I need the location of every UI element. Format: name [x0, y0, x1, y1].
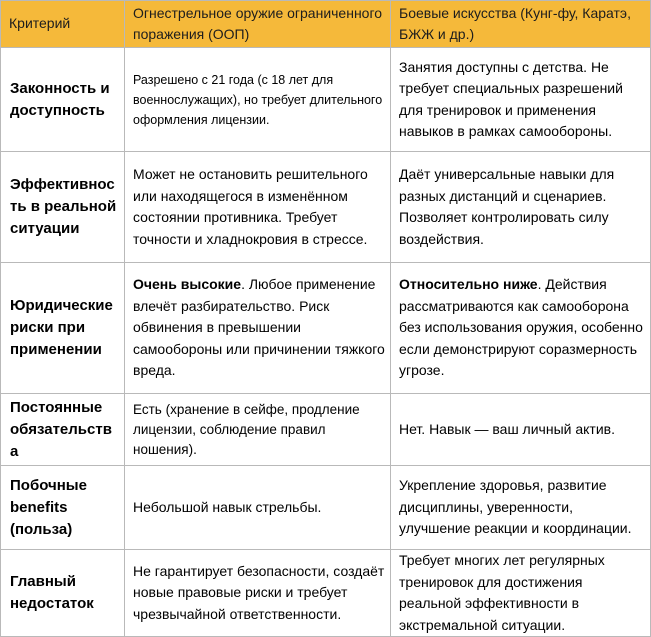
table-row-legality	[1, 48, 651, 152]
table-row-effectiveness	[1, 152, 651, 263]
table-row-legal-risks	[1, 263, 651, 394]
row-martial-arts: Требует многих лет регулярных тренировок для достижения реальной эффективности в экстремальной ситуации.	[391, 550, 651, 637]
row-firearms: Небольшой навык стрельбы.	[125, 466, 391, 550]
row-criterion: Законность и доступность	[1, 48, 125, 152]
row-martial-arts	[391, 263, 651, 394]
row-criterion: Юридические риски при применении	[1, 263, 125, 394]
row-martial-arts: Занятия доступны с детства. Не требует специальных разрешений для тренировок и применения навыков в рамках самообороны.	[391, 48, 651, 152]
row-firearms: Может не остановить решительного или находящегося в изменённом состоянии противника. Требует точности и хладнокровия в стрессе.	[125, 152, 391, 263]
table-row-benefits	[1, 466, 651, 550]
row-martial-arts-bold: Относительно ниже	[399, 276, 538, 293]
header-firearms: Огнестрельное оружие ограниченного поражения (ООП)	[125, 1, 391, 48]
row-criterion: Постоянные обязательства	[1, 394, 125, 466]
row-martial-arts-rest: . Действия рассматриваются как самооборона без использования оружия, особенно если демонстрируют соразмерность угрозе.	[399, 276, 643, 379]
row-criterion: Побочные benefits (польза)	[1, 466, 125, 550]
row-firearms: Не гарантирует безопасности, создаёт новые правовые риски и требует чрезвычайной ответственности.	[125, 550, 391, 637]
table-row-drawback	[1, 550, 651, 637]
row-martial-arts: Даёт универсальные навыки для разных дистанций и сценариев. Позволяет контролировать силу воздействия.	[391, 152, 651, 263]
row-criterion: Эффективность в реальной ситуации	[1, 152, 125, 263]
table-row-obligations	[1, 394, 651, 466]
header-martial-arts: Боевые искусства (Кунг-фу, Каратэ, БЖЖ и др.)	[391, 1, 651, 48]
row-firearms-bold: Очень высокие	[133, 276, 242, 293]
row-martial-arts: Нет. Навык — ваш личный актив.	[391, 394, 651, 466]
row-firearms	[125, 263, 391, 394]
row-criterion: Главный недостаток	[1, 550, 125, 637]
row-martial-arts: Укрепление здоровья, развитие дисциплины, уверенности, улучшение реакции и координации.	[391, 466, 651, 550]
row-firearms: Разрешено с 21 года (с 18 лет для военнослужащих), но требует длительного оформления лицензии.	[125, 48, 391, 152]
row-firearms-rest: . Любое применение влечёт разбирательство. Риск обвинения в превышении самообороны или причинении тяжкого вреда.	[133, 276, 385, 379]
header-row	[1, 1, 651, 48]
row-firearms: Есть (хранение в сейфе, продление лицензии, соблюдение правил ношения).	[125, 394, 391, 466]
header-criterion: Критерий	[1, 1, 125, 48]
